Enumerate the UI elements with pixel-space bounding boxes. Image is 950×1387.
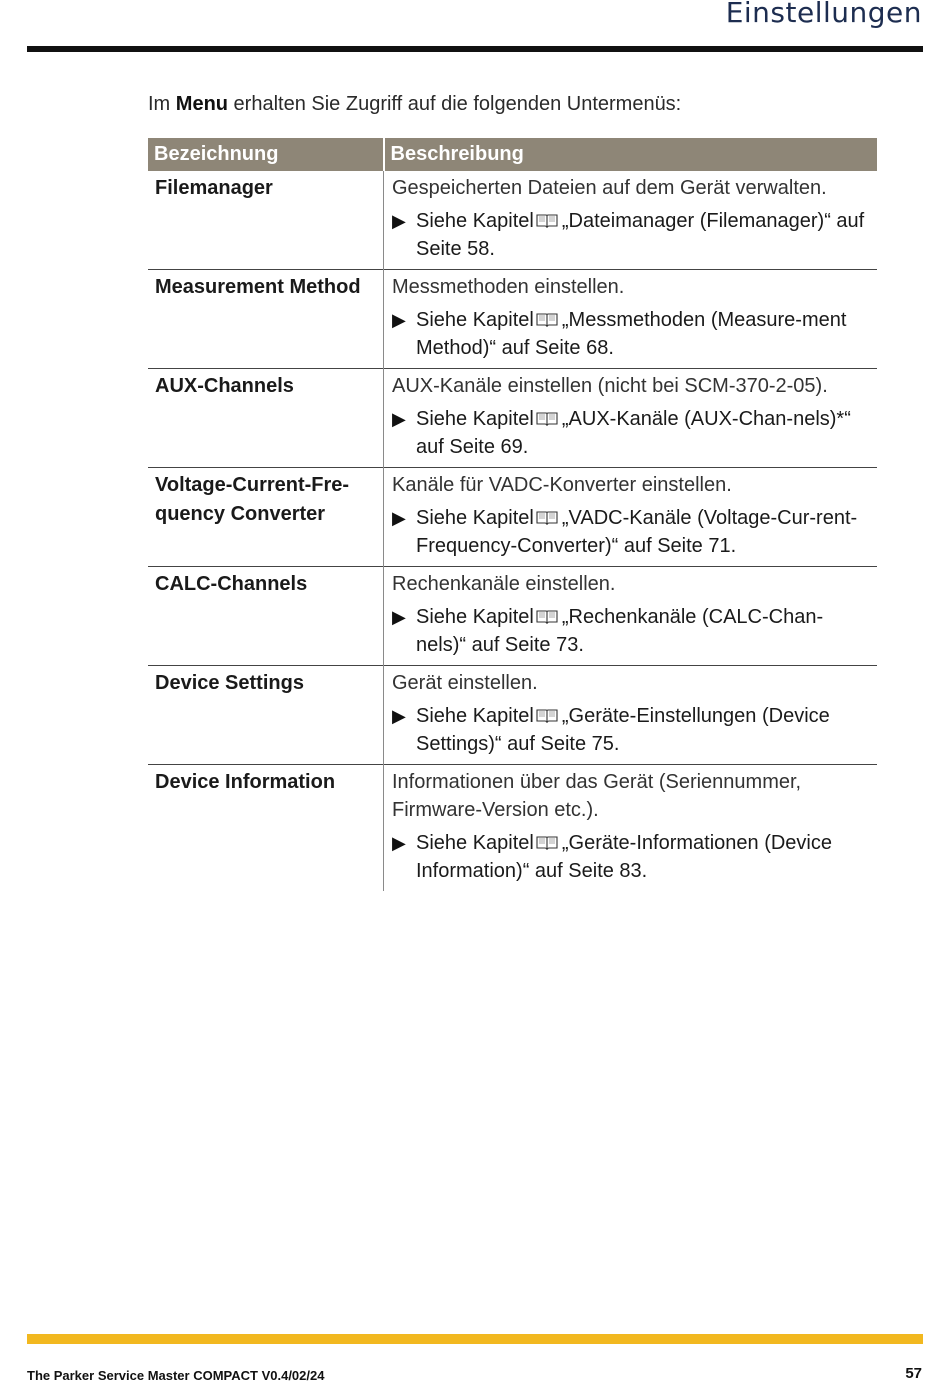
footer-document-title: The Parker Service Master COMPACT V0.4/02/24 — [27, 1368, 325, 1383]
reference-link[interactable]: „Geräte-Informationen (Device Information)“ auf Seite 83. — [416, 832, 832, 882]
chapter-reference[interactable] — [392, 829, 871, 885]
reference-prefix: Siehe Kapitel — [416, 832, 534, 854]
row-description-cell — [384, 171, 878, 270]
reference-prefix: Siehe Kapitel — [416, 705, 534, 727]
row-name: Filemanager — [155, 177, 273, 199]
reference-link[interactable]: „Geräte-Einstellungen (Device Settings)“ auf Seite 75. — [416, 705, 830, 755]
reference-prefix: Siehe Kapitel — [416, 408, 534, 430]
row-description-cell — [384, 765, 878, 892]
reference-link[interactable]: „AUX-Kanäle (AUX-Chan-nels)*“ auf Seite 69. — [416, 408, 851, 458]
header-rule — [27, 46, 923, 52]
triangle-right-icon: ▶ — [392, 310, 406, 330]
row-description: Gerät einstellen. — [392, 672, 538, 694]
triangle-right-icon: ▶ — [392, 508, 406, 528]
chapter-reference[interactable] — [392, 306, 871, 362]
row-description-cell — [384, 369, 878, 468]
book-icon — [536, 505, 558, 520]
book-icon — [536, 703, 558, 718]
reference-link[interactable]: „Dateimanager (Filemanager)“ auf Seite 58. — [416, 210, 865, 260]
reference-prefix: Siehe Kapitel — [416, 210, 534, 232]
row-description-cell — [384, 666, 878, 765]
triangle-right-icon: ▶ — [392, 409, 406, 429]
column-header-name: Bezeichnung — [148, 138, 384, 171]
row-description: Informationen über das Gerät (Seriennummer, Firmware-Version etc.). — [392, 771, 802, 821]
table-row — [148, 666, 877, 765]
chapter-reference[interactable] — [392, 405, 871, 461]
footer-bar — [27, 1334, 923, 1344]
triangle-right-icon: ▶ — [392, 833, 406, 853]
reference-text — [416, 702, 871, 758]
reference-prefix: Siehe Kapitel — [416, 507, 534, 529]
book-icon — [536, 604, 558, 619]
row-description: Kanäle für VADC-Konverter einstellen. — [392, 474, 732, 496]
intro-suffix: erhalten Sie Zugriff auf die folgenden Untermenüs: — [228, 93, 682, 115]
row-name: Voltage-Current-Fre-quency Converter — [155, 474, 350, 525]
reference-text — [416, 504, 871, 560]
row-description: Rechenkanäle einstellen. — [392, 573, 616, 595]
book-icon — [536, 208, 558, 223]
intro-bold: Menu — [175, 93, 228, 115]
reference-text — [416, 603, 871, 659]
table-row — [148, 765, 877, 892]
book-icon — [536, 307, 558, 322]
book-icon — [536, 830, 558, 845]
triangle-right-icon: ▶ — [392, 706, 406, 726]
reference-prefix: Siehe Kapitel — [416, 606, 534, 628]
chapter-reference[interactable] — [392, 207, 871, 263]
chapter-reference[interactable] — [392, 504, 871, 560]
page-number: 57 — [905, 1365, 922, 1382]
reference-link[interactable]: „Rechenkanäle (CALC-Chan-nels)“ auf Seite 73. — [416, 606, 824, 656]
row-name: Measurement Method — [155, 276, 361, 298]
row-description: AUX-Kanäle einstellen (nicht bei SCM-370-2-05). — [392, 375, 828, 397]
row-name: Device Settings — [155, 672, 304, 694]
row-description: Gespeicherten Dateien auf dem Gerät verwalten. — [392, 177, 827, 199]
triangle-right-icon: ▶ — [392, 607, 406, 627]
reference-text — [416, 829, 871, 885]
table-row — [148, 468, 877, 567]
reference-link[interactable]: „VADC-Kanäle (Voltage-Cur-rent-Frequency-Converter)“ auf Seite 71. — [416, 507, 858, 557]
table-row — [148, 369, 877, 468]
row-name: AUX-Channels — [155, 375, 294, 397]
table-row — [148, 567, 877, 666]
row-description-cell — [384, 468, 878, 567]
row-description: Messmethoden einstellen. — [392, 276, 625, 298]
page-section-title: Einstellungen — [725, 0, 922, 29]
reference-prefix: Siehe Kapitel — [416, 309, 534, 331]
column-header-description: Beschreibung — [384, 138, 878, 171]
submenu-table — [148, 138, 877, 891]
table-row — [148, 270, 877, 369]
row-name: CALC-Channels — [155, 573, 308, 595]
reference-text — [416, 207, 871, 263]
row-description-cell — [384, 567, 878, 666]
row-name: Device Information — [155, 771, 336, 793]
book-icon — [536, 406, 558, 421]
chapter-reference[interactable] — [392, 702, 871, 758]
row-description-cell — [384, 270, 878, 369]
reference-text — [416, 405, 871, 461]
reference-text — [416, 306, 871, 362]
chapter-reference[interactable] — [392, 603, 871, 659]
intro-paragraph — [148, 93, 681, 116]
intro-prefix: Im — [148, 93, 176, 115]
table-row — [148, 171, 877, 270]
reference-link[interactable]: „Messmethoden (Measure-ment Method)“ auf Seite 68. — [416, 309, 847, 359]
triangle-right-icon: ▶ — [392, 211, 406, 231]
